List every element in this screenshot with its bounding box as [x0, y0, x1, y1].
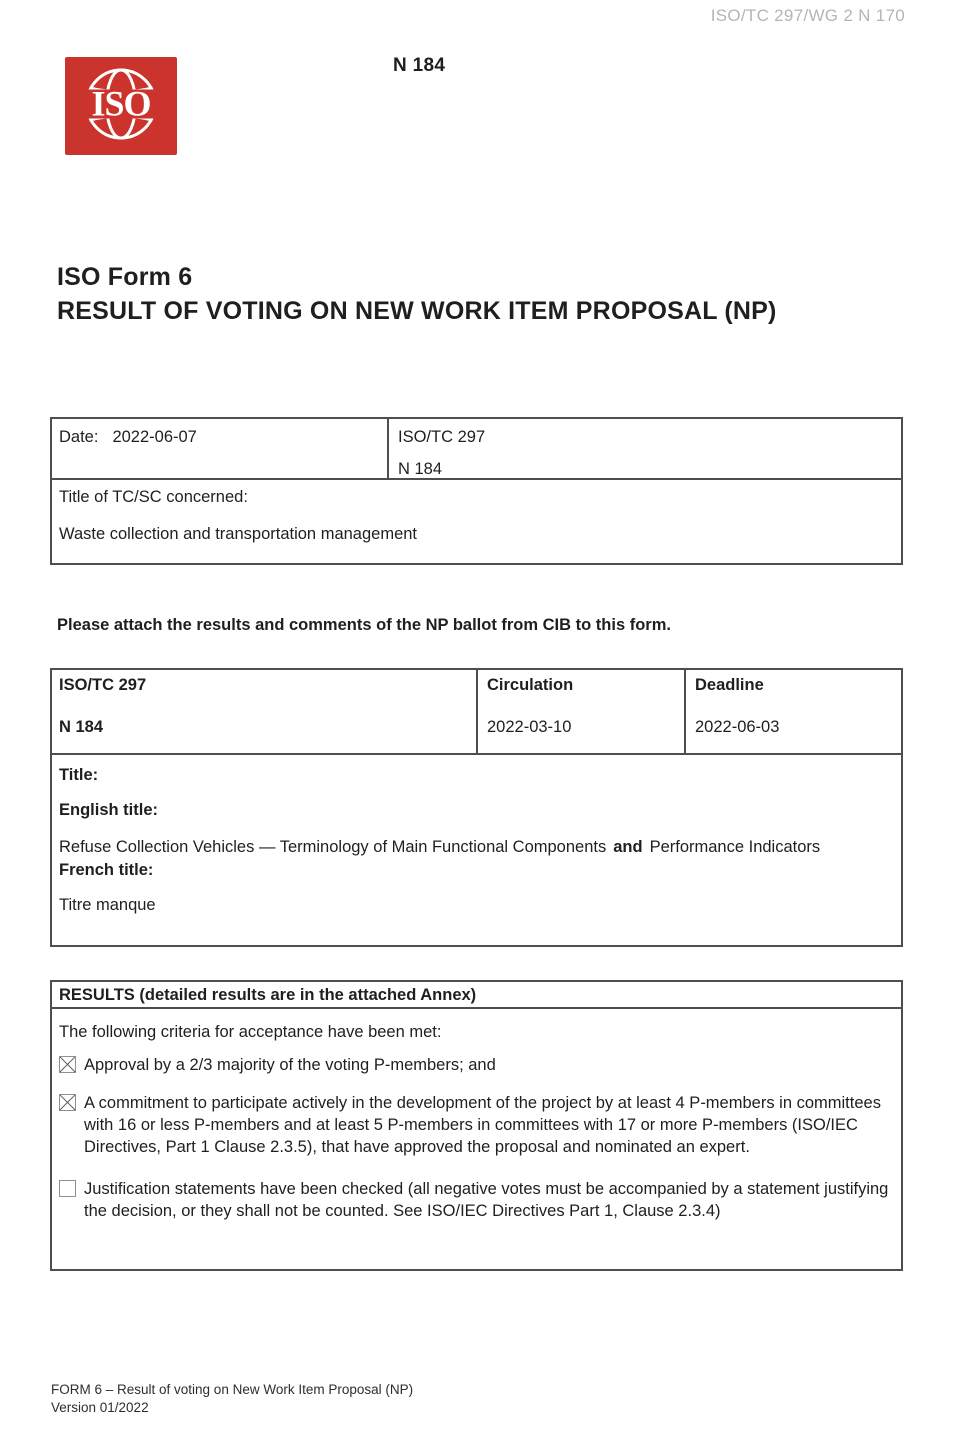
form-title-line1: ISO Form 6	[57, 263, 193, 291]
results-header: RESULTS (detailed results are in the attached Annex)	[52, 982, 901, 1009]
majority-checkbox	[59, 1056, 76, 1073]
criterion-justification-row	[59, 1178, 891, 1222]
footer-version: Version 01/2022	[51, 1399, 149, 1415]
page-footer	[51, 1381, 413, 1416]
circulation-date: 2022-03-10	[487, 718, 572, 736]
committee-name: ISO/TC 297	[398, 428, 486, 446]
tc-title-value: Waste collection and transportation management	[59, 525, 418, 543]
english-title-and: and	[613, 838, 643, 856]
ballot-committee-name: ISO/TC 297	[59, 676, 147, 694]
english-title-label: English title:	[59, 801, 158, 819]
iso-globe-icon	[65, 57, 177, 155]
date-value: 2022-06-07	[112, 428, 197, 446]
results-intro: The following criteria for acceptance have been met:	[59, 1023, 442, 1041]
ballot-table-header-row	[52, 670, 901, 755]
circulation-label: Circulation	[487, 676, 574, 694]
results-section	[50, 980, 903, 1271]
criterion-commitment-text: A commitment to participate actively in the development of the project by at least 4 P-members in committees with 16 or less P-members and at least 5 P-members in committees with 17 or more P-members (ISO/IEC Directives, Part 1 Clause 2.3.5), that have approved the proposal and nominated an expert.	[84, 1094, 881, 1156]
iso-logo	[65, 57, 177, 155]
ballot-doc-number: N 184	[59, 718, 104, 736]
english-title-part1: Refuse Collection Vehicles — Terminology of Main Functional Components	[59, 838, 607, 856]
french-title-value: Titre manque	[59, 896, 156, 914]
deadline-date: 2022-06-03	[695, 718, 780, 736]
committee-doc-number: N 184	[398, 460, 443, 478]
criterion-justification-text: Justification statements have been checked (all negative votes must be accompanied by a statement justifying the decision, or they shall not be counted. See ISO/IEC Directives Part 1, Clause 2.3.4)	[84, 1180, 889, 1220]
criterion-majority-row	[59, 1054, 891, 1076]
deadline-cell	[686, 670, 901, 753]
criterion-majority-text: Approval by a 2/3 majority of the voting P-members; and	[84, 1056, 496, 1074]
deadline-label: Deadline	[695, 676, 764, 694]
results-body	[52, 1009, 901, 1222]
ballot-committee-cell	[52, 670, 478, 753]
attach-note: Please attach the results and comments of the NP ballot from CIB to this form.	[57, 616, 671, 634]
form-title	[57, 260, 777, 328]
date-label: Date:	[59, 428, 99, 446]
svg-text:ISO: ISO	[91, 83, 151, 124]
criterion-commitment-row	[59, 1092, 891, 1158]
info-table-row-date	[52, 419, 901, 480]
titles-cell	[52, 755, 901, 917]
tc-title-cell	[52, 480, 901, 552]
committee-doc-reference: ISO/TC 297/WG 2 N 170	[710, 6, 905, 25]
footer-form-name: FORM 6 – Result of voting on New Work Item Proposal (NP)	[51, 1382, 414, 1397]
commitment-checkbox	[59, 1094, 76, 1111]
doc-number: N 184	[393, 55, 446, 76]
form-title-line2: RESULT OF VOTING ON NEW WORK ITEM PROPOSAL (NP)	[57, 297, 777, 325]
ballot-table	[50, 668, 903, 947]
french-title-label: French title:	[59, 861, 154, 879]
tc-title-label: Title of TC/SC concerned:	[59, 488, 248, 506]
justification-checkbox	[59, 1180, 76, 1197]
title-label: Title:	[59, 766, 99, 784]
committee-cell	[389, 419, 901, 478]
date-cell	[52, 419, 389, 478]
info-table	[50, 417, 903, 565]
circulation-cell	[478, 670, 686, 753]
english-title-part2: Performance Indicators	[649, 838, 821, 856]
english-title-value	[59, 836, 889, 859]
